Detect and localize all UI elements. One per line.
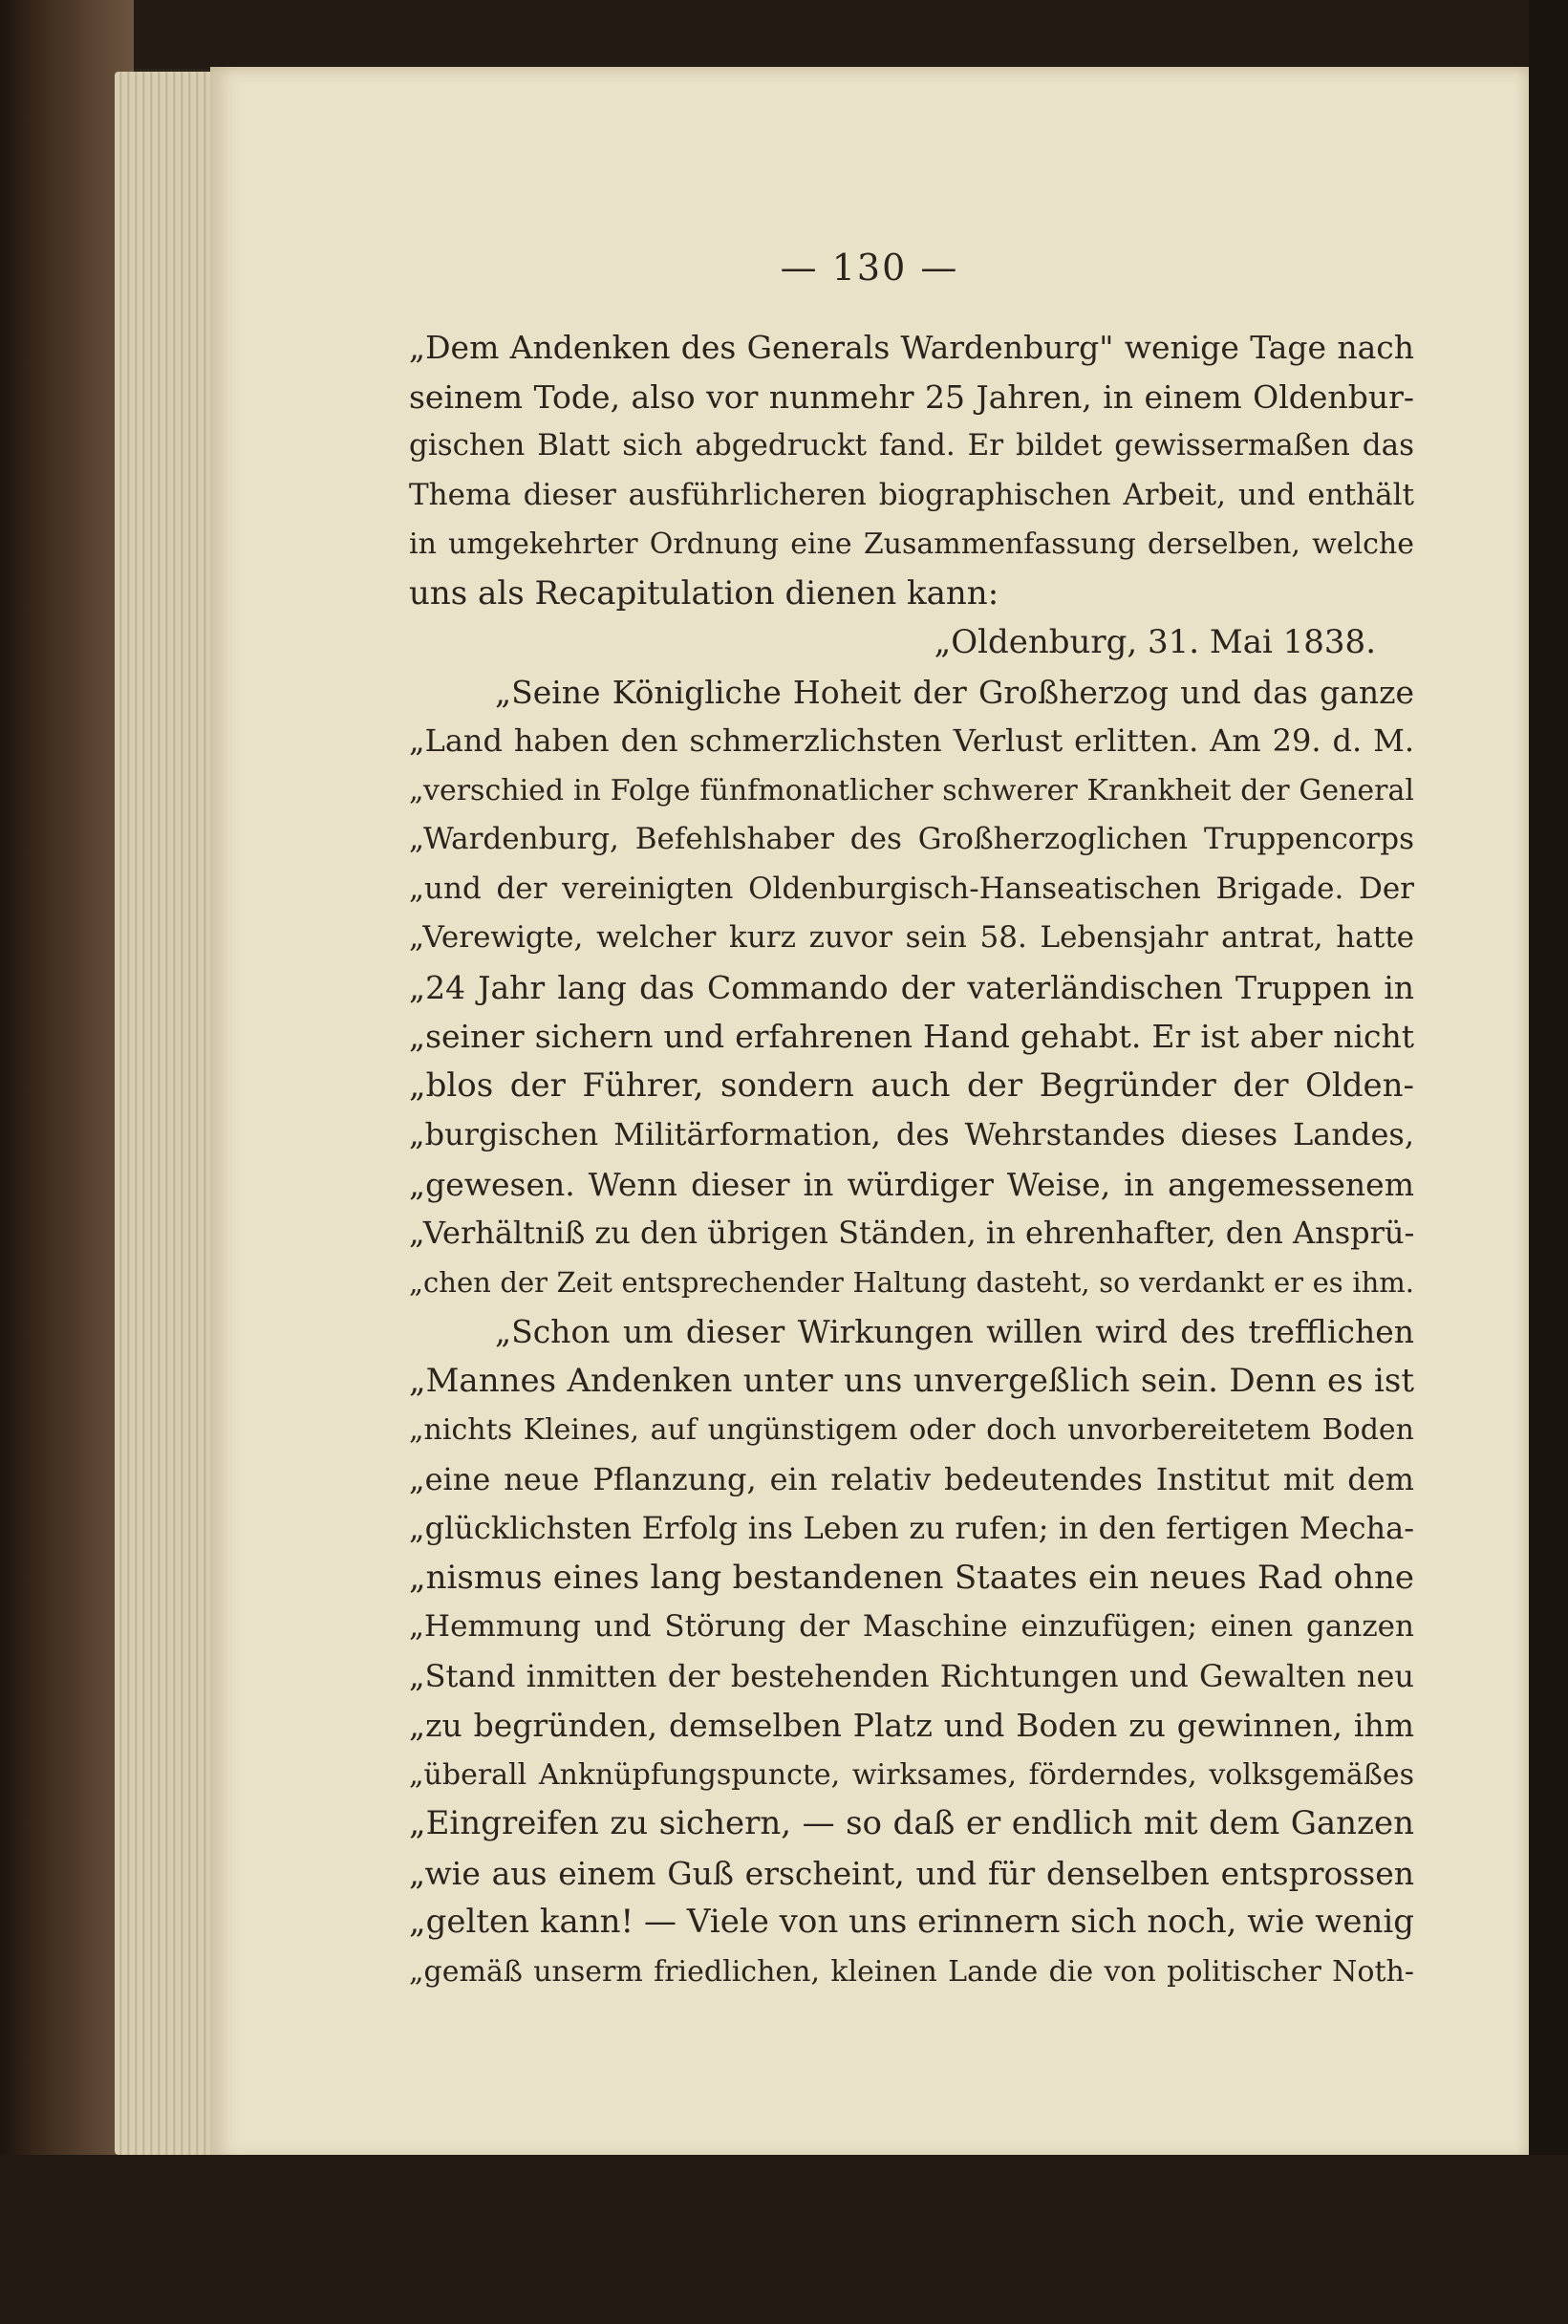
text-line: „Seine Königliche Hoheit der Großherzog und das ganze [495, 673, 1414, 711]
text-line: „Schon um dieser Wirkungen willen wird des trefflichen [495, 1313, 1414, 1350]
text-line: seinem Tode, also vor nunmehr 25 Jahren, in einem Oldenbur- [409, 377, 1414, 416]
text-line: in umgekehrter Ordnung eine Zusammenfassung derselben, welche [409, 527, 1414, 561]
text-line: „überall Anknüpfungspuncte, wirksames, förderndes, volksgemäßes [409, 1757, 1414, 1792]
text-line: „chen der Zeit entsprechender Haltung dasteht, so verdankt er es ihm. [409, 1265, 1414, 1299]
text-line: „Land haben den schmerzlichsten Verlust erlitten. Am 29. d. M. [409, 722, 1414, 759]
text-line: „Mannes Andenken unter uns unvergeßlich sein. Denn es ist [409, 1361, 1414, 1400]
text-line: „Eingreifen zu sichern, — so daß er endlich mit dem Ganzen [409, 1804, 1414, 1842]
text-line: „Wardenburg, Befehlshaber des Großherzoglichen Truppencorps [409, 822, 1414, 856]
scan-background-bottom [0, 2155, 1568, 2324]
dateline: „Oldenburg, 31. Mai 1838. [934, 623, 1376, 661]
page-number: — 130 — [780, 247, 959, 289]
scan-background-top [0, 0, 1568, 69]
text-line: „Hemmung und Störung der Maschine einzufügen; einen ganzen [409, 1609, 1414, 1644]
text-line: „nichts Kleines, auf ungünstigem oder doch unvorbereitetem Boden [409, 1413, 1414, 1447]
text-line: „burgischen Militärformation, des Wehrstandes dieses Landes, [409, 1116, 1414, 1152]
text-line: „gemäß unserm friedlichen, kleinen Lande die von politischer Noth- [409, 1954, 1414, 1989]
text-line: „gelten kann! — Viele von uns erinnern sich noch, wie wenig [409, 1903, 1414, 1941]
text-line: „Stand inmitten der bestehenden Richtungen und Gewalten neu [409, 1657, 1414, 1694]
page-stack-edge [115, 72, 220, 2155]
text-line: „gewesen. Wenn dieser in würdiger Weise, in angemessenem [409, 1165, 1414, 1203]
scan-background-right [1529, 0, 1568, 2324]
text-line: gischen Blatt sich abgedruckt fand. Er bildet gewissermaßen das [409, 428, 1414, 463]
text-line: „zu begründen, demselben Platz und Boden zu gewinnen, ihm [409, 1707, 1414, 1744]
text-line: „seiner sichern und erfahrenen Hand gehabt. Er ist aber nicht [409, 1018, 1414, 1055]
text-line: „Verhältniß zu den übrigen Ständen, in ehrenhafter, den Ansprü- [409, 1215, 1414, 1251]
body-text [409, 323, 1414, 1996]
text-line: Thema dieser ausführlicheren biographischen Arbeit, und enthält [409, 477, 1414, 512]
text-line: „verschied in Folge fünfmonatlicher schwerer Krankheit der General [409, 773, 1414, 807]
text-line: „und der vereinigten Oldenburgisch-Hanseatischen Brigade. Der [409, 871, 1414, 906]
text-line: „Verewigte, welcher kurz zuvor sein 58. Lebensjahr antrat, hatte [409, 920, 1414, 955]
text-line: „wie aus einem Guß erscheint, und für denselben entsprossen [409, 1854, 1414, 1892]
text-line: uns als Recapitulation dienen kann: [409, 573, 999, 613]
text-line: „glücklichsten Erfolg ins Leben zu rufen; in den fertigen Mecha- [409, 1510, 1414, 1546]
text-line: „Dem Andenken des Generals Wardenburg" wenige Tage nach [409, 329, 1414, 366]
text-line: „24 Jahr lang das Commando der vaterländischen Truppen in [409, 968, 1414, 1006]
text-line: „nismus eines lang bestandenen Staates ein neues Rad ohne [409, 1558, 1414, 1597]
book-cover-edge [0, 0, 134, 2324]
text-line: „eine neue Pflanzung, ein relativ bedeutendes Institut mit dem [409, 1460, 1414, 1497]
text-line: „blos der Führer, sondern auch der Begründer der Olden- [409, 1065, 1414, 1105]
